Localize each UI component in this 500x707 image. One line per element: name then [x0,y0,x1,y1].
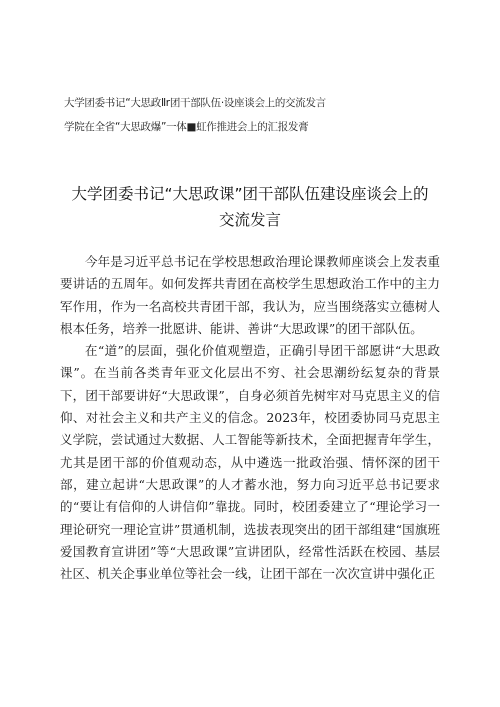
document-body [60,251,440,585]
paragraph-2: 在“道”的层面，强化价值观塑造，正确引导团干部愿讲“大思政课”。在当前各类青年亚文化层出不穷、社会思潮纷纭复杂的背景下，团干部要讲好“大思政课”，自身必须首先树牢对马克思主义的信仰、对社会主义和共产主义的信念。2023年，校团委协同马克思主义学院，尝试通过大数据、人工智能等新技术，全面把握青年学生，尤其是团干部的价值观动态，从中遴选一批政治强、情怀深的团干部，建立起讲“大思政课”的人才蓄水池，努力向习近平总书记要求的“要让有信仰的人讲信仰”靠拢。同时，校团委建立了“理论学习一理论研究一理论宣讲”贯通机制，选拔表现突出的团干部组建“国旗班爱国教育宣讲团”等“大思政课”宣讲团队，经常性活跃在校园、基层社区、机关企事业单位等社会一线，让团干部在一次次宣讲中强化正 [60,343,440,582]
title-line-2: 交流发言 [218,211,281,229]
toc-item-2[interactable]: 学院在全省“大思政爆”一体■虹作推进会上的汇报发膏 [64,121,309,133]
title-line-1: 大学团委书记“大思政课”团干部队伍建设座谈会上的 [71,185,429,203]
paragraph-1: 今年是习近平总书记在学校思想政治理论课教师座谈会上发表重要讲话的五周年。如何发挥共青团在高校学生思想政治工作中的主力军作用，作为一名高校共青团干部，我认为，应当围绕落实立德树人根本任务，培养一批愿讲、能讲、善讲“大思政课”的团干部队伍。 [60,254,440,336]
toc-item-1[interactable]: 大学团委书记“大思政Ⅱr团干部队伍·设座谈会上的交流发言 [64,97,326,109]
table-of-contents [64,96,444,134]
document-title [40,181,460,233]
